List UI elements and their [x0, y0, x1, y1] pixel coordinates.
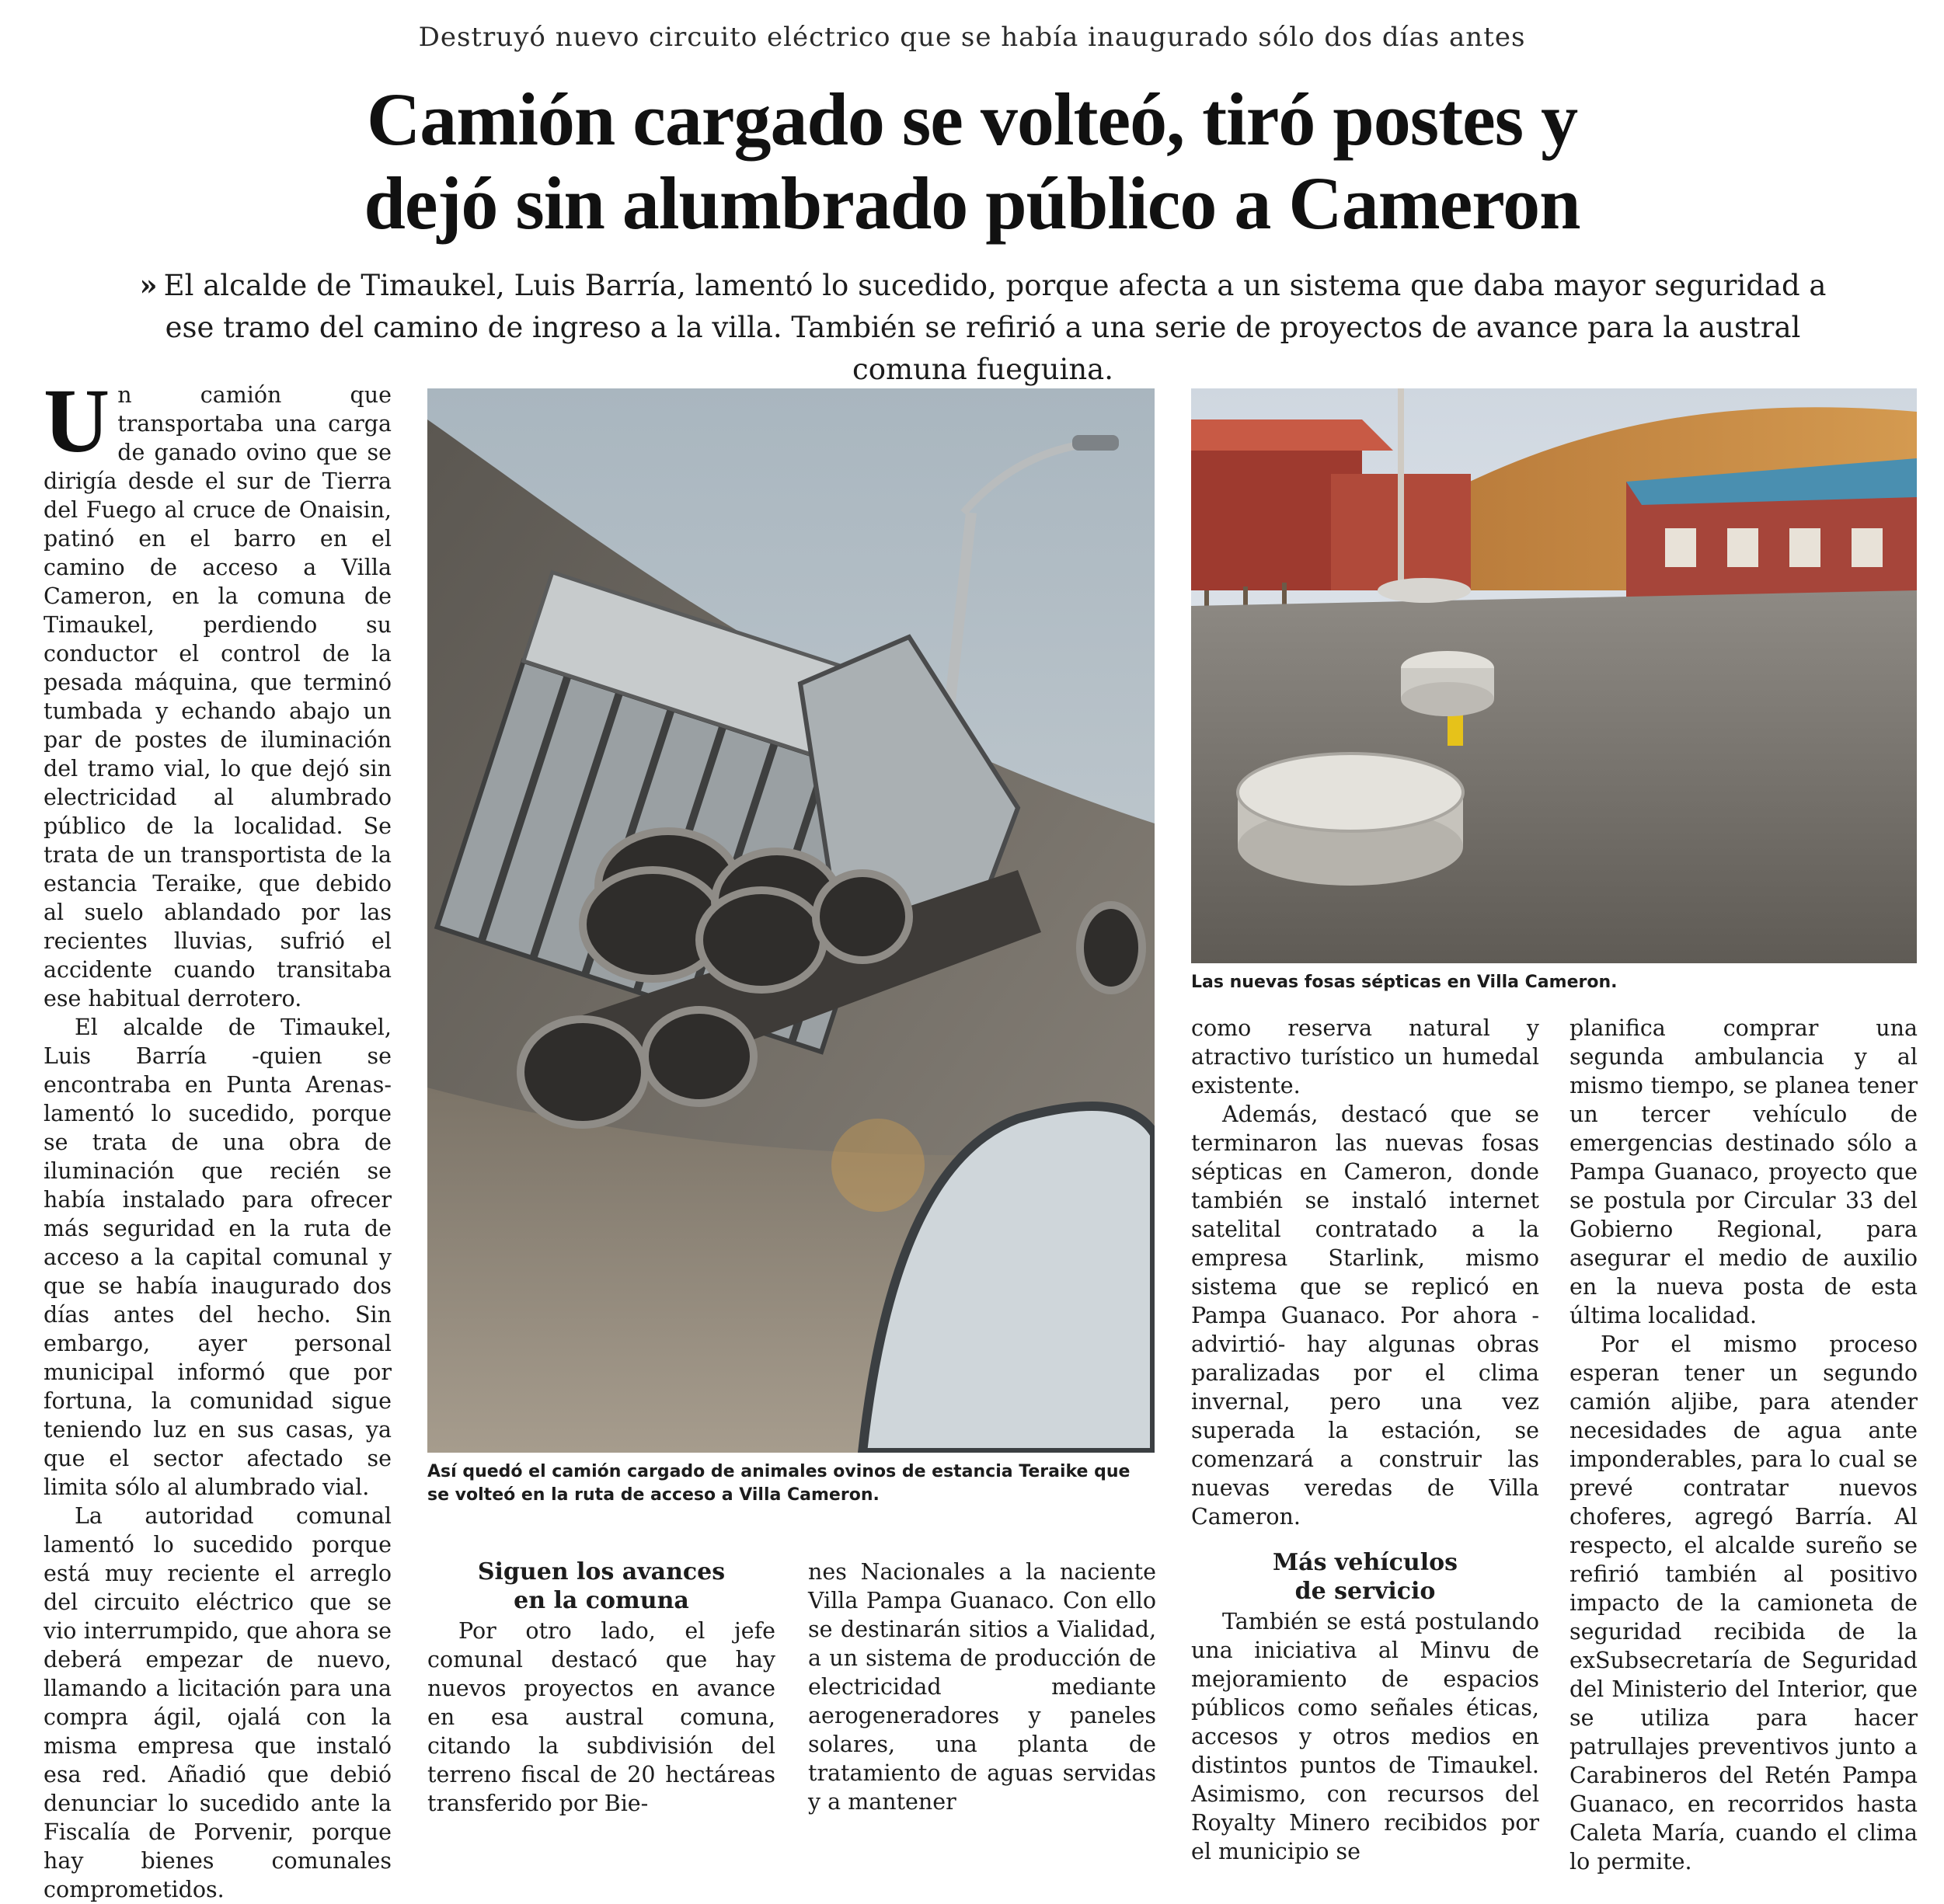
column-3	[808, 1558, 1156, 1815]
column-4	[1191, 1014, 1539, 1864]
paragraph: Por el mismo proceso esperan tener un segundo camión aljibe, para atender necesidades de agua ante imponderables, para lo cual se prevé contratar nuevos choferes, agregó Barría. Al respecto, el alcalde sureño se refirió también al positivo impacto de la camioneta de seguridad recibida de la exSubsecretaría de Seguridad del Ministerio del Interior, que se utiliza para hacer patrullajes preventivos junto a Carabineros del Retén Pampa Guanaco, en recorridos hasta Caleta María, cuando el clima lo permite.	[1569, 1331, 1918, 1874]
headline	[0, 78, 1944, 245]
subhead-mas-vehiculos: Más vehículos de servicio	[1272, 1549, 1458, 1605]
truck-photo	[427, 388, 1155, 1453]
headline-line-2: dejó sin alumbrado público a Cameron	[364, 162, 1580, 245]
paragraph: Un camión que transportaba una carga de ganado ovino que se dirigía desde el sur de Tierra del Fuego al cruce de Onaisin, patinó en el barro en el camino de acceso a Villa Cameron, en la comuna de Timaukel, perdiendo su conductor el control de la pesada máquina, que terminó tumbada y echando abajo un par de postes de iluminación del tramo vial, lo que dejó sin electricidad al alumbrado público de la localidad. Se trata de un transportista de la estancia Teraike, que debido al suelo ablandado por las recientes lluvias, sufrió el accidente cuando transitaba ese habitual derrotero.	[44, 370, 392, 1011]
truck-photo-illustration	[427, 388, 1155, 1453]
truck-photo-caption: Así quedó el camión cargado de animales ovinos de estancia Teraike que se volteó en la ruta de acceso a Villa Cameron.	[427, 1462, 1131, 1505]
column-1	[44, 370, 392, 1902]
drop-cap: U	[44, 370, 110, 472]
deck	[117, 264, 1849, 391]
subhead-siguen-los-avances: Siguen los avances en la comuna	[477, 1558, 726, 1614]
headline-line-1: Camión cargado se volteó, tiró postes y	[366, 78, 1578, 161]
deck-marker: »	[139, 268, 158, 302]
septic-tanks-photo-caption: Las nuevas fosas sépticas en Villa Cameron.	[1191, 973, 1618, 992]
kicker: Destruyó nuevo circuito eléctrico que se había inaugurado sólo dos días antes	[418, 22, 1526, 53]
deck-text: El alcalde de Timaukel, Luis Barría, lamentó lo sucedido, porque afecta a un sistema que daba mayor seguridad a ese tramo del camino de ingreso a la villa. También se refirió a una serie de proyectos de avance para la austral comuna fueguina.	[163, 269, 1827, 386]
column-2	[427, 1558, 775, 1816]
paragraph: La autoridad comunal lamentó lo sucedido porque está muy reciente el arreglo del circuito eléctrico que se vio interrumpido, que ahora se deberá empezar de nuevo, llamando a licitación para una compra ágil, ojalá con la misma empresa que instaló esa red. Añadió que debió denunciar lo sucedido ante la Fiscalía de Porvenir, porque hay bienes comunales comprometidos.	[44, 1503, 392, 1902]
paragraph: Por otro lado, el jefe comunal destacó que hay nuevos proyectos en avance en esa austral comuna, citando la subdivisión del terreno fiscal de 20 hectáreas transferido por Bie-	[427, 1618, 775, 1816]
paragraph: También se está postulando una iniciativa al Minvu de mejoramiento de espacios públicos como señales éticas, accesos y otros medios en distintos puntos de Timaukel. Asimismo, con recursos del Royalty Minero recibidos por el municipio se	[1191, 1609, 1539, 1864]
septic-tanks-photo-illustration	[1191, 388, 1917, 963]
paragraph: nes Nacionales a la naciente Villa Pampa Guanaco. Con ello se destinarán sitios a Vialidad, a un sistema de producción de electricidad mediante aerogeneradores y paneles solares, una planta de tratamiento de aguas servidas y a mantener	[808, 1559, 1156, 1815]
paragraph: como reserva natural y atractivo turístico un humedal existente.	[1191, 1015, 1539, 1098]
paragraph: Además, destacó que se terminaron las nuevas fosas sépticas en Cameron, donde también se instaló internet satelital contratado a la empresa Starlink, mismo sistema que se replicó en Pampa Guanaco. Por ahora -advirtió- hay algunas obras paralizadas por el clima invernal, pero una vez superada la estación, se comenzará a construir las nuevas veredas de Villa Cameron.	[1191, 1102, 1539, 1530]
column-5	[1569, 1014, 1918, 1874]
septic-tanks-photo	[1191, 388, 1917, 963]
paragraph: planifica comprar una segunda ambulancia y al mismo tiempo, se planea tener un tercer vehículo de emergencias destinado sólo a Pampa Guanaco, proyecto que se postula por Circular 33 del Gobierno Regional, para asegurar el medio de auxilio en la nueva posta de esta última localidad.	[1569, 1015, 1918, 1328]
paragraph: El alcalde de Timaukel, Luis Barría -quien se encontraba en Punta Arenas- lamentó lo sucedido, porque se trata de una obra de iluminación que recién se había instalado para ofrecer más seguridad en la ruta de acceso a la capital comunal y que se había inaugurado dos días antes del hecho. Sin embargo, ayer personal municipal informó que por fortuna, la comunidad sigue teniendo luz en sus casas, ya que el sector afectado se limita sólo al alumbrado vial.	[44, 1015, 392, 1500]
